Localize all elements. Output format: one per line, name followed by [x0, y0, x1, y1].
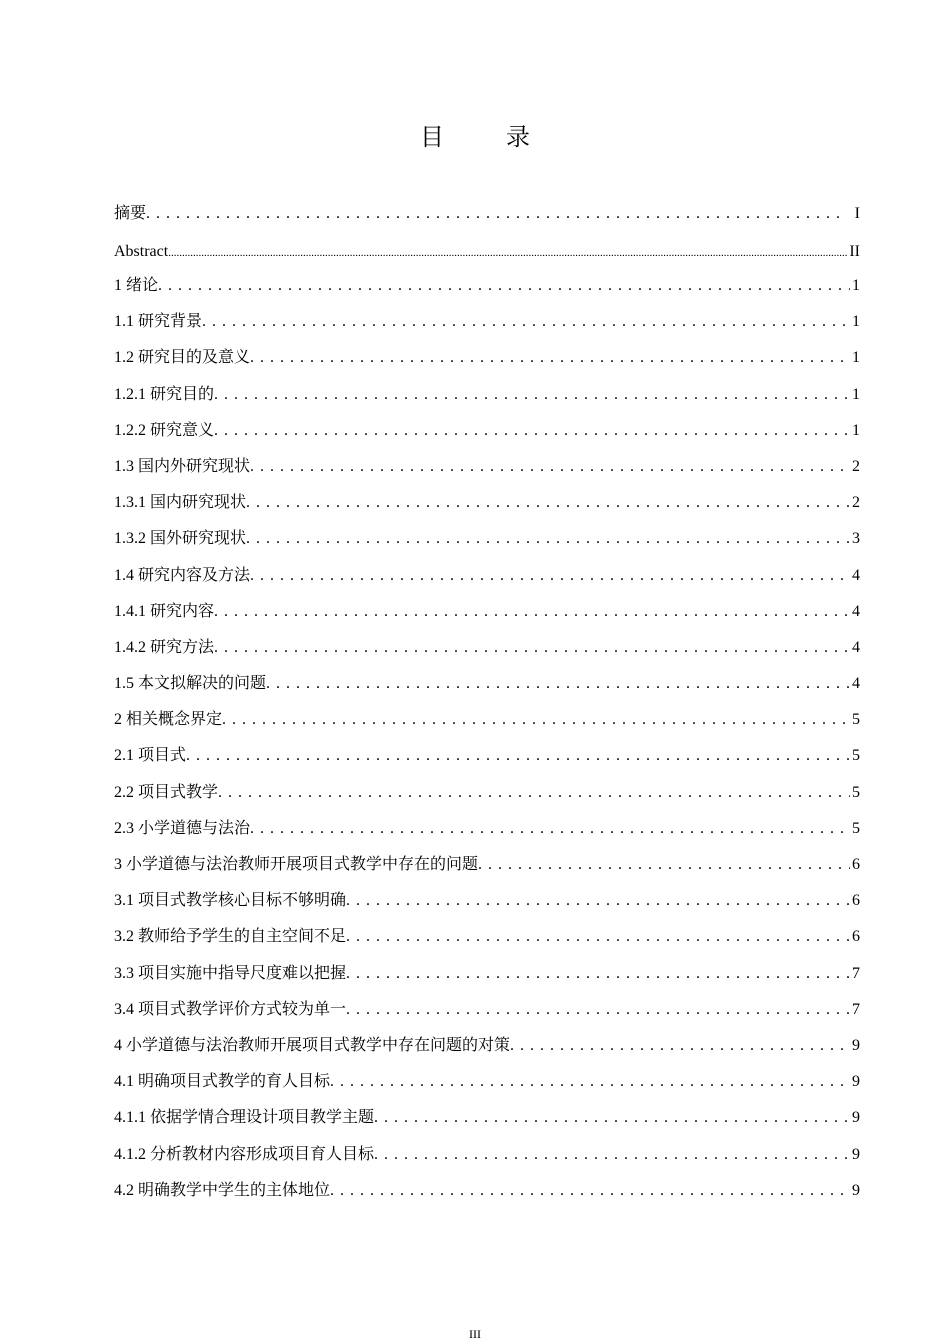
toc-entry-page: 6: [852, 928, 860, 946]
toc-entry[interactable]: [114, 268, 860, 304]
toc-entry-label: 1.4 研究内容及方法: [114, 566, 251, 584]
toc-entry-label: 2.3 小学道德与法治: [114, 819, 251, 837]
toc-entry-label: 1 绪论: [114, 277, 159, 294]
toc-entry-page: 7: [852, 1000, 860, 1018]
toc-entry-label: 4.2 明确教学中学生的主体地位: [114, 1181, 331, 1199]
toc-entry-page: 4: [852, 602, 860, 620]
toc-entry-page: 1: [852, 421, 860, 439]
toc-entry-page: 5: [852, 819, 860, 837]
toc-entry-abstract-cn[interactable]: [114, 196, 860, 234]
toc-entry-label: 1.2.1 研究目的: [114, 385, 215, 403]
toc-entry-label: Abstract: [114, 243, 169, 260]
toc-entry-page: 4: [852, 566, 860, 584]
toc-entry-page: II: [849, 243, 860, 260]
toc-entry-page: 4: [852, 675, 860, 693]
toc-leader-dots: [250, 340, 850, 376]
toc-leader-dots: [214, 413, 850, 449]
toc-entry-label: 1.3 国内外研究现状: [114, 457, 251, 475]
toc-entry[interactable]: [114, 1100, 860, 1136]
toc-entry-page: 1: [852, 313, 860, 331]
toc-entry[interactable]: [114, 521, 860, 557]
toc-entry[interactable]: [114, 702, 860, 738]
toc-entry-page: 9: [852, 1181, 860, 1199]
toc-entry[interactable]: [114, 919, 860, 955]
toc-entry-label: 3.4 项目式教学评价方式较为单一: [114, 1000, 347, 1018]
toc-entry[interactable]: [114, 594, 860, 630]
toc-leader-dots: [214, 630, 850, 666]
toc-entry[interactable]: [114, 992, 860, 1028]
toc-leader-dots: [168, 234, 847, 270]
toc-leader-dots: [202, 304, 850, 340]
page-number: III: [469, 1327, 481, 1341]
toc-entry-page: 9: [852, 1109, 860, 1127]
toc-entry-abstract-en[interactable]: [114, 234, 860, 268]
toc-leader-dots: [250, 558, 850, 594]
toc-list: [114, 196, 860, 1209]
toc-entry-page: I: [854, 205, 860, 222]
toc-leader-dots: [246, 521, 850, 557]
toc-leader-dots: [218, 775, 850, 811]
toc-entry-label: 摘要: [114, 205, 147, 222]
toc-leader-dots: [186, 738, 850, 774]
toc-title: 目 录: [420, 125, 558, 151]
toc-entry-label: 4 小学道德与法治教师开展项目式教学中存在问题的对策: [114, 1036, 511, 1054]
toc-entry-page: 5: [852, 783, 860, 801]
toc-entry-page: 9: [852, 1145, 860, 1163]
toc-leader-dots: [222, 702, 850, 738]
toc-entry[interactable]: [114, 413, 860, 449]
toc-entry[interactable]: [114, 449, 860, 485]
toc-entry[interactable]: [114, 1173, 860, 1209]
toc-leader-dots: [266, 666, 850, 702]
toc-entry-label: 4.1.1 依据学情合理设计项目教学主题: [114, 1109, 375, 1127]
toc-entry[interactable]: [114, 340, 860, 376]
toc-leader-dots: [510, 1028, 850, 1064]
toc-entry-label: 1.2 研究目的及意义: [114, 349, 251, 367]
toc-leader-dots: [346, 919, 850, 955]
toc-entry-label: 1.2.2 研究意义: [114, 421, 215, 439]
toc-leader-dots: [250, 811, 850, 847]
toc-entry-label: 1.4.2 研究方法: [114, 638, 215, 656]
toc-entry-label: 1.3.2 国外研究现状: [114, 530, 247, 548]
toc-entry[interactable]: [114, 811, 860, 847]
toc-entry[interactable]: [114, 956, 860, 992]
toc-entry-label: 2.2 项目式教学: [114, 783, 219, 801]
toc-entry-label: 2.1 项目式: [114, 747, 187, 765]
toc-entry[interactable]: [114, 304, 860, 340]
toc-entry-label: 3.1 项目式教学核心目标不够明确: [114, 892, 347, 910]
toc-leader-dots: [346, 992, 850, 1028]
toc-leader-dots: [246, 485, 850, 521]
toc-entry-label: 4.1 明确项目式教学的育人目标: [114, 1073, 331, 1091]
toc-leader-dots: [214, 377, 850, 413]
toc-entry-page: 6: [852, 856, 860, 873]
toc-entry-label: 3.3 项目实施中指导尺度难以把握: [114, 964, 347, 982]
toc-entry-page: 3: [852, 530, 860, 548]
toc-entry-page: 1: [852, 349, 860, 367]
toc-leader-dots: [374, 1137, 850, 1173]
toc-entry-page: 4: [852, 638, 860, 656]
toc-entry-page: 9: [852, 1073, 860, 1091]
toc-leader-dots: [146, 196, 839, 232]
toc-leader-dots: [250, 449, 850, 485]
toc-leader-dots: [330, 1173, 850, 1209]
toc-entry[interactable]: [114, 1028, 860, 1064]
toc-leader-dots: [478, 847, 850, 883]
toc-entry[interactable]: [114, 883, 860, 919]
toc-entry-label: 3 小学道德与法治教师开展项目式教学中存在的问题: [114, 856, 479, 873]
toc-entry-page: 5: [852, 747, 860, 765]
toc-entry-page: 7: [852, 964, 860, 982]
toc-leader-dots: [158, 268, 850, 304]
toc-entry-label: 3.2 教师给予学生的自主空间不足: [114, 928, 347, 946]
toc-entry[interactable]: [114, 485, 860, 521]
toc-leader-dots: [374, 1100, 850, 1136]
toc-leader-dots: [330, 1064, 850, 1100]
toc-entry[interactable]: [114, 847, 860, 883]
toc-entry[interactable]: [114, 1137, 860, 1173]
toc-leader-dots: [346, 883, 850, 919]
toc-entry-page: 1: [852, 385, 860, 403]
toc-entry[interactable]: [114, 666, 860, 702]
toc-entry-page: 9: [852, 1036, 860, 1054]
toc-entry[interactable]: [114, 377, 860, 413]
toc-entry[interactable]: [114, 775, 860, 811]
toc-entry-page: 6: [852, 892, 860, 910]
toc-leader-dots: [346, 956, 850, 992]
toc-entry-page: 2: [852, 494, 860, 512]
toc-entry-page: 2: [852, 457, 860, 475]
toc-entry[interactable]: [114, 738, 860, 774]
toc-entry-label: 4.1.2 分析教材内容形成项目育人目标: [114, 1145, 375, 1163]
toc-entry-label: 1.5 本文拟解决的问题: [114, 675, 267, 693]
toc-entry-label: 2 相关概念界定: [114, 711, 223, 729]
toc-entry-label: 1.3.1 国内研究现状: [114, 494, 247, 512]
toc-entry-label: 1.1 研究背景: [114, 313, 203, 331]
toc-entry[interactable]: [114, 630, 860, 666]
toc-entry-page: 5: [852, 711, 860, 729]
toc-entry[interactable]: [114, 1064, 860, 1100]
toc-entry-label: 1.4.1 研究内容: [114, 602, 215, 620]
toc-leader-dots: [214, 594, 850, 630]
toc-entry[interactable]: [114, 558, 860, 594]
toc-entry-page: 1: [852, 277, 860, 294]
